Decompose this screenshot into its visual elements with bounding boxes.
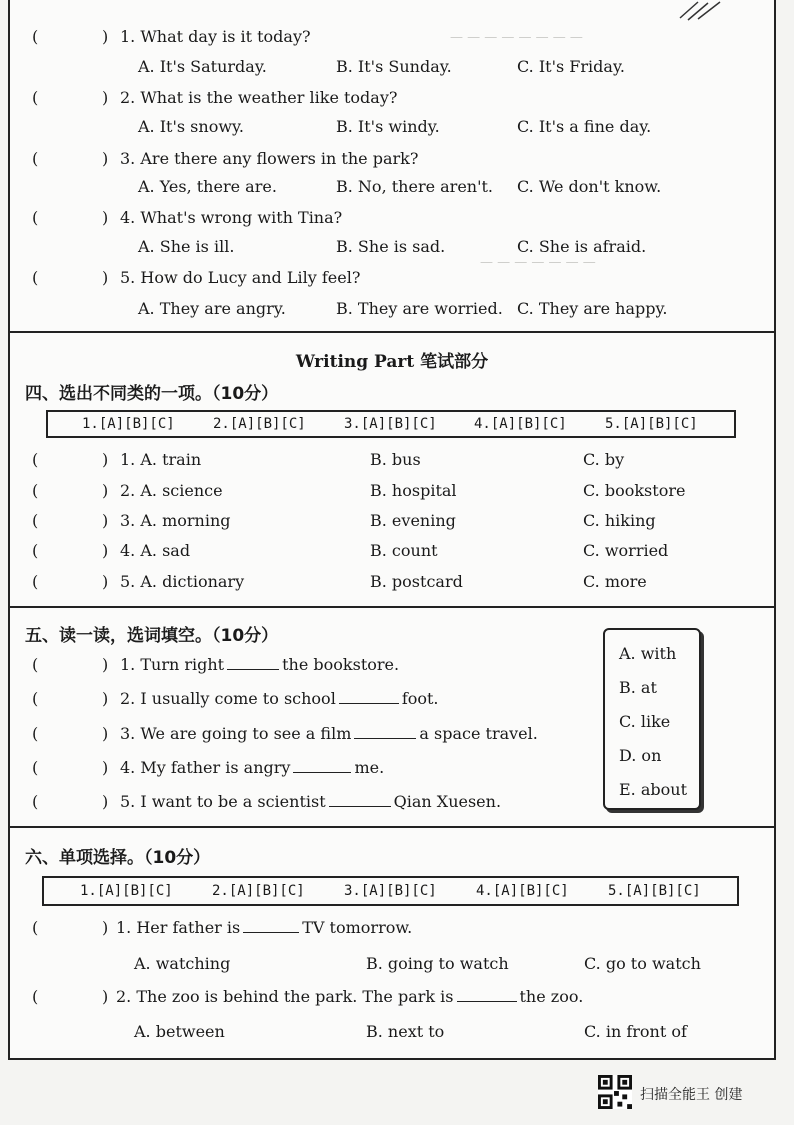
answer-bracket-close: ) xyxy=(102,27,109,46)
sentence-end: the bookstore. xyxy=(282,655,400,674)
option-a[interactable]: 5. A. dictionary xyxy=(120,572,245,591)
sentence-start: 2. I usually come to school xyxy=(120,689,336,708)
answer-bubble[interactable]: 5.[A][B][C] xyxy=(605,416,698,432)
option-c[interactable]: C. more xyxy=(583,572,647,591)
scribble-mark xyxy=(676,0,726,22)
question-text xyxy=(116,987,583,1006)
answer-bracket-open[interactable]: ( xyxy=(32,88,39,107)
answer-bracket-open[interactable]: ( xyxy=(32,450,39,469)
sentence-start: 1. Turn right xyxy=(120,655,225,674)
answer-bracket-open[interactable]: ( xyxy=(32,655,39,674)
word-bank-option: A. with xyxy=(619,644,677,663)
section-divider xyxy=(10,826,774,828)
option-b[interactable]: B. hospital xyxy=(370,481,457,500)
sentence-end: me. xyxy=(354,758,385,777)
option-a[interactable]: A. They are angry. xyxy=(138,299,286,318)
option-b[interactable]: B. They are worried. xyxy=(336,299,503,318)
answer-bubble[interactable]: 1.[A][B][C] xyxy=(80,883,173,899)
blank-line[interactable] xyxy=(354,724,416,739)
sentence-end: Qian Xuesen. xyxy=(393,792,502,811)
word-bank-option: D. on xyxy=(619,746,662,765)
option-a[interactable]: 3. A. morning xyxy=(120,511,231,530)
answer-bracket-open[interactable]: ( xyxy=(32,208,39,227)
option-c[interactable]: C. They are happy. xyxy=(517,299,668,318)
answer-bracket-close: ) xyxy=(102,758,109,777)
question-prompt: What day is it today? xyxy=(140,27,311,46)
answer-bracket-close: ) xyxy=(102,149,109,168)
section5-score: （10分） xyxy=(212,626,279,646)
option-c[interactable]: C. bookstore xyxy=(583,481,686,500)
answer-bracket-close: ) xyxy=(102,918,109,937)
section6-title: 六、单项选择。（10分） xyxy=(25,848,211,868)
option-a[interactable]: A. watching xyxy=(134,954,231,973)
answer-bracket-open[interactable]: ( xyxy=(32,268,39,287)
option-a[interactable]: 2. A. science xyxy=(120,481,223,500)
section4-score: （10分） xyxy=(212,384,279,404)
option-a[interactable]: A. It's snowy. xyxy=(138,117,245,136)
answer-bubble[interactable]: 4.[A][B][C] xyxy=(474,416,567,432)
question-prompt: How do Lucy and Lily feel? xyxy=(140,268,361,287)
answer-bubble[interactable]: 2.[A][B][C] xyxy=(212,883,305,899)
answer-bracket-close: ) xyxy=(102,724,109,743)
answer-bracket-open[interactable]: ( xyxy=(32,987,39,1006)
sentence-start: 4. My father is angry xyxy=(120,758,291,777)
section-divider xyxy=(10,606,774,608)
exam-sheet xyxy=(8,0,776,1060)
question-number: 4. xyxy=(120,208,136,227)
fill-blank-sentence xyxy=(120,758,384,777)
answer-bracket-close: ) xyxy=(102,268,109,287)
question-text xyxy=(120,149,418,168)
answer-bracket-open[interactable]: ( xyxy=(32,918,39,937)
question-text xyxy=(120,88,397,107)
question-text xyxy=(120,268,360,287)
question-number: 1. xyxy=(120,27,136,46)
section-divider xyxy=(10,331,774,333)
section4-title: 四、选出不同类的一项。（10分） xyxy=(25,384,279,404)
question-prompt: What is the weather like today? xyxy=(140,88,398,107)
option-a[interactable]: A. She is ill. xyxy=(138,237,235,256)
answer-bubble[interactable]: 5.[A][B][C] xyxy=(608,883,701,899)
option-c[interactable]: C. go to watch xyxy=(584,954,701,973)
option-b[interactable]: B. going to watch xyxy=(366,954,509,973)
question-prompt: Are there any flowers in the park? xyxy=(140,149,419,168)
question-text xyxy=(120,208,342,227)
answer-bracket-close: ) xyxy=(102,88,109,107)
sentence-start: 5. I want to be a scientist xyxy=(120,792,326,811)
option-c[interactable]: C. She is afraid. xyxy=(517,237,647,256)
option-b[interactable]: B. It's windy. xyxy=(336,117,440,136)
word-bank-option: B. at xyxy=(619,678,657,697)
option-a[interactable]: A. It's Saturday. xyxy=(138,57,267,76)
answer-bracket-open[interactable]: ( xyxy=(32,689,39,708)
sentence-end: the zoo. xyxy=(519,987,584,1006)
option-b[interactable]: B. postcard xyxy=(370,572,463,591)
question-number: 3. xyxy=(120,149,136,168)
option-b[interactable]: B. bus xyxy=(370,450,421,469)
fill-blank-sentence xyxy=(120,724,538,743)
option-b[interactable]: B. No, there aren't. xyxy=(336,177,494,196)
answer-bracket-open[interactable]: ( xyxy=(32,149,39,168)
section6-score: （10分） xyxy=(144,848,211,868)
sentence-end: foot. xyxy=(401,689,439,708)
answer-bracket-open[interactable]: ( xyxy=(32,481,39,500)
blank-line[interactable] xyxy=(293,758,351,773)
answer-bracket-close: ) xyxy=(102,655,109,674)
blank-line[interactable] xyxy=(243,918,299,933)
question-prompt: 2. The zoo is behind the park. The park is xyxy=(116,987,454,1006)
answer-bracket-open[interactable]: ( xyxy=(32,572,39,591)
answer-bracket-close: ) xyxy=(102,450,109,469)
answer-bracket-open[interactable]: ( xyxy=(32,792,39,811)
bleed-through-text: — — — — — — — — xyxy=(450,30,583,45)
fill-blank-sentence xyxy=(120,655,399,674)
option-c[interactable]: C. It's Friday. xyxy=(517,57,625,76)
answer-bracket-open[interactable]: ( xyxy=(32,511,39,530)
answer-bracket-open[interactable]: ( xyxy=(32,758,39,777)
answer-bubble[interactable]: 3.[A][B][C] xyxy=(344,416,437,432)
option-a[interactable]: A. Yes, there are. xyxy=(138,177,277,196)
answer-bracket-open[interactable]: ( xyxy=(32,27,39,46)
option-b[interactable]: B. evening xyxy=(370,511,456,530)
bleed-through-text: — — — — — — — xyxy=(480,255,596,270)
answer-bracket-close: ) xyxy=(102,208,109,227)
section6-answer-bubbles xyxy=(42,876,739,906)
sentence-start: 3. We are going to see a film xyxy=(120,724,352,743)
blank-line[interactable] xyxy=(457,987,517,1002)
answer-bracket-open[interactable]: ( xyxy=(32,724,39,743)
option-b[interactable]: B. next to xyxy=(366,1022,445,1041)
option-a[interactable]: 1. A. train xyxy=(120,450,202,469)
answer-bubble[interactable]: 3.[A][B][C] xyxy=(344,883,437,899)
question-prompt: What's wrong with Tina? xyxy=(140,208,343,227)
answer-bubble[interactable]: 4.[A][B][C] xyxy=(476,883,569,899)
sentence-end: a space travel. xyxy=(419,724,538,743)
word-bank-option: E. about xyxy=(619,780,687,799)
section5-title: 五、读一读，选词填空。（10分） xyxy=(25,626,279,646)
option-c[interactable]: C. It's a fine day. xyxy=(517,117,652,136)
sentence-end: TV tomorrow. xyxy=(302,918,413,937)
option-c[interactable]: C. worried xyxy=(583,541,669,560)
qr-code-icon xyxy=(598,1075,632,1109)
blank-line[interactable] xyxy=(227,655,279,670)
question-text xyxy=(116,918,412,937)
answer-bracket-close: ) xyxy=(102,481,109,500)
answer-bracket-close: ) xyxy=(102,689,109,708)
answer-bracket-open[interactable]: ( xyxy=(32,541,39,560)
option-c[interactable]: C. in front of xyxy=(584,1022,687,1041)
blank-line[interactable] xyxy=(329,792,391,807)
option-c[interactable]: C. hiking xyxy=(583,511,656,530)
answer-bracket-close: ) xyxy=(102,541,109,560)
option-c[interactable]: C. We don't know. xyxy=(517,177,662,196)
answer-bracket-close: ) xyxy=(102,511,109,530)
fill-blank-sentence xyxy=(120,792,501,811)
question-prompt: 1. Her father is xyxy=(116,918,241,937)
word-bank-option: C. like xyxy=(619,712,671,731)
blank-line[interactable] xyxy=(339,689,399,704)
answer-bracket-close: ) xyxy=(102,987,109,1006)
answer-bracket-close: ) xyxy=(102,572,109,591)
word-bank-box xyxy=(603,628,701,810)
option-b[interactable]: B. count xyxy=(370,541,438,560)
option-c[interactable]: C. by xyxy=(583,450,625,469)
answer-bubble[interactable]: 1.[A][B][C] xyxy=(82,416,175,432)
answer-bracket-close: ) xyxy=(102,792,109,811)
question-number: 5. xyxy=(120,268,136,287)
fill-blank-sentence xyxy=(120,689,439,708)
writing-part-header: Writing Part 笔试部分 xyxy=(295,352,489,372)
answer-bubble[interactable]: 2.[A][B][C] xyxy=(213,416,306,432)
scanner-watermark-text: 扫描全能王 创建 xyxy=(640,1087,743,1103)
option-b[interactable]: B. It's Sunday. xyxy=(336,57,452,76)
option-b[interactable]: B. She is sad. xyxy=(336,237,446,256)
option-a[interactable]: A. between xyxy=(134,1022,225,1041)
section4-answer-bubbles xyxy=(46,410,736,438)
question-text xyxy=(120,27,311,46)
question-number: 2. xyxy=(120,88,136,107)
option-a[interactable]: 4. A. sad xyxy=(120,541,191,560)
